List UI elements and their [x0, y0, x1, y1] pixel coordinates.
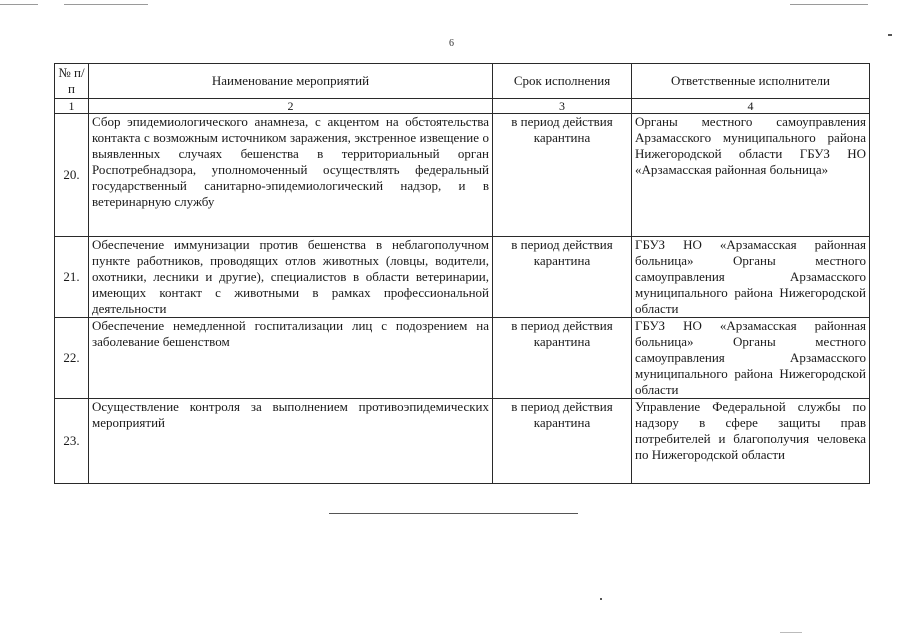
- measure-responsible: ГБУЗ НО «Арзамасская районная больница» Органы местного самоуправления Арзамасского муниципального района Нижегородской области: [632, 318, 870, 399]
- header-num: № п/п: [55, 64, 89, 99]
- row-number: 21.: [55, 237, 89, 318]
- index-cell: 1: [55, 99, 89, 114]
- scan-mark: [780, 632, 802, 633]
- top-rule-right: [790, 4, 868, 5]
- table-row: [55, 237, 870, 318]
- table-row: [55, 318, 870, 399]
- scan-mark: [600, 598, 602, 600]
- measure-term: в период действия карантина: [493, 114, 632, 237]
- header-name: Наименование мероприятий: [89, 64, 493, 99]
- page-number: 6: [449, 38, 454, 49]
- top-rule-mid: [64, 4, 148, 5]
- header-term: Срок исполнения: [493, 64, 632, 99]
- measure-name: Обеспечение иммунизации против бешенства в неблагополучном пункте работников, проводящих отлов животных (ловцы, водители, охотники, лесники и другие), специалистов в области ветеринарии, имеющих контакт с животными в рамках профессиональной деятельности: [89, 237, 493, 318]
- measure-term: в период действия карантина: [493, 318, 632, 399]
- column-index-row: [55, 99, 870, 114]
- measure-responsible: ГБУЗ НО «Арзамасская районная больница» Органы местного самоуправления Арзамасского муниципального района Нижегородской области: [632, 237, 870, 318]
- measure-name: Осуществление контроля за выполнением противоэпидемических мероприятий: [89, 399, 493, 484]
- header-row: [55, 64, 870, 99]
- table-row: [55, 114, 870, 237]
- table-row: [55, 399, 870, 484]
- header-responsible: Ответственные исполнители: [632, 64, 870, 99]
- row-number: 22.: [55, 318, 89, 399]
- measure-responsible: Органы местного самоуправления Арзамасского муниципального района Нижегородской области ГБУЗ НО «Арзамасская районная больница»: [632, 114, 870, 237]
- row-number: 23.: [55, 399, 89, 484]
- scan-mark: [888, 34, 892, 36]
- measure-term: в период действия карантина: [493, 399, 632, 484]
- measure-name: Сбор эпидемиологического анамнеза, с акцентом на обстоятельства контакта с возможным источником заражения, экстренное извещение о выявленных случаях бешенства в территориальный орган Роспотребнадзора, уполномоченный осуществлять федеральный государственный санитарно-эпидемиологический надзор, и в ветеринарную службу: [89, 114, 493, 237]
- index-cell: 3: [493, 99, 632, 114]
- top-rule-left: [0, 4, 38, 5]
- measures-table: [54, 63, 870, 484]
- row-number: 20.: [55, 114, 89, 237]
- end-of-document-rule: [329, 513, 578, 514]
- measure-term: в период действия карантина: [493, 237, 632, 318]
- index-cell: 4: [632, 99, 870, 114]
- index-cell: 2: [89, 99, 493, 114]
- measure-name: Обеспечение немедленной госпитализации лиц с подозрением на заболевание бешенством: [89, 318, 493, 399]
- measure-responsible: Управление Федеральной службы по надзору в сфере защиты прав потребителей и благополучия человека по Нижегородской области: [632, 399, 870, 484]
